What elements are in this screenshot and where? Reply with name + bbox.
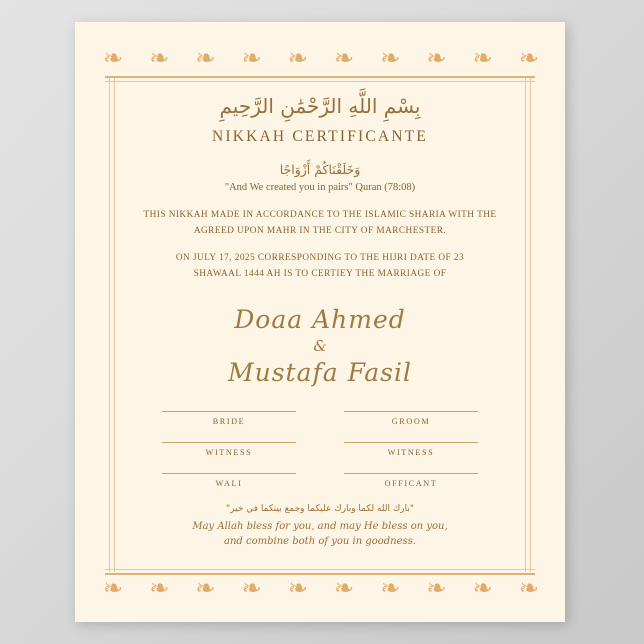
page-title: NIKKAH CERTIFICANTE	[211, 128, 429, 145]
signature-line	[162, 411, 296, 412]
top-rule	[105, 76, 535, 78]
ornament-icon: ❧	[195, 46, 214, 72]
signature-label: WITNESS	[387, 447, 435, 457]
ornament-icon: ❧	[334, 46, 353, 72]
ampersand: &	[313, 337, 327, 356]
bottom-rule-thin	[105, 569, 535, 570]
signature-label: BRIDE	[212, 416, 246, 426]
declaration-paragraph	[141, 207, 499, 240]
declaration-line-2: AGREED UPON MAHR IN THE CITY OF MARCHESTER.	[193, 226, 447, 237]
signature-row	[127, 411, 513, 426]
signature-field-wali[interactable]	[162, 473, 296, 488]
certificate-content	[127, 88, 513, 549]
signature-row	[127, 442, 513, 457]
bottom-ornament-band	[75, 574, 565, 608]
ornament-icon: ❧	[241, 576, 260, 602]
ornament-icon: ❧	[103, 46, 122, 72]
signature-label: GROOM	[391, 416, 431, 426]
signature-line	[162, 473, 296, 474]
signature-line	[344, 411, 478, 412]
ornament-icon: ❧	[241, 46, 260, 72]
signature-label: WITNESS	[205, 447, 253, 457]
top-scroll-row	[103, 44, 537, 74]
ornament-icon: ❧	[426, 576, 445, 602]
signature-line	[344, 442, 478, 443]
top-rule-thin	[105, 81, 535, 82]
ornament-icon: ❧	[149, 46, 168, 72]
ornament-icon: ❧	[380, 576, 399, 602]
bismillah-calligraphy: بِسْمِ اللَّهِ الرَّحْمَٰنِ الرَّحِيمِ	[219, 94, 421, 118]
signature-row	[127, 473, 513, 488]
ornament-icon: ❧	[195, 576, 214, 602]
signature-label: WALI	[215, 478, 243, 488]
ornament-icon: ❧	[380, 46, 399, 72]
ornament-icon: ❧	[287, 46, 306, 72]
dua-arabic: "بارك الله لكما وبارك عليكما وجمع بينكما في خير"	[225, 503, 415, 514]
ornament-icon: ❧	[149, 576, 168, 602]
ornament-icon: ❧	[287, 576, 306, 602]
ornament-icon: ❧	[518, 576, 537, 602]
ornament-icon: ❧	[518, 46, 537, 72]
ayah-arabic: وَخَلَقْنَاكُمْ أَزْوَاجًا	[279, 162, 361, 177]
signature-grid	[127, 411, 513, 488]
dua-english-line-2: and combine both of you in goodness.	[224, 535, 416, 547]
nikkah-certificate-poster	[75, 22, 565, 622]
ornament-icon: ❧	[426, 46, 445, 72]
signature-label: OFFICANT	[384, 478, 438, 488]
signature-line	[162, 442, 296, 443]
top-ornament-band	[75, 44, 565, 78]
left-rule-inner	[114, 78, 115, 572]
date-line-2: SHAWAAL 1444 AH IS TO CERTIEY THE MARRIAGE OF	[193, 268, 447, 279]
left-rule	[109, 78, 110, 572]
groom-name: Mustafa Fasil	[228, 358, 412, 388]
ornament-icon: ❧	[472, 46, 491, 72]
signature-field-groom[interactable]	[344, 411, 478, 426]
bottom-scroll-row	[103, 574, 537, 604]
date-paragraph	[141, 250, 499, 283]
ornament-icon: ❧	[472, 576, 491, 602]
bride-name: Doaa Ahmed	[234, 305, 406, 335]
signature-field-witness-2[interactable]	[344, 442, 478, 457]
right-rule	[530, 78, 531, 572]
ayah-translation: "And We created you in pairs" Quran (78:08)	[224, 182, 416, 193]
signature-field-officant[interactable]	[344, 473, 478, 488]
dua-english-line-1: May Allah bless for you, and may He bless on you,	[192, 520, 448, 532]
date-line-1: ON JULY 17, 2025 CORRESPONDING TO THE HIJRI DATE OF 23	[175, 252, 465, 263]
signature-field-bride[interactable]	[162, 411, 296, 426]
ornament-icon: ❧	[103, 576, 122, 602]
couple-names	[127, 304, 513, 389]
signature-line	[344, 473, 478, 474]
signature-field-witness-1[interactable]	[162, 442, 296, 457]
ornament-icon: ❧	[334, 576, 353, 602]
dua-english	[127, 519, 513, 549]
right-rule-inner	[525, 78, 526, 572]
declaration-line-1: THIS NIKKAH MADE IN ACCORDANCE TO THE ISLAMIC SHARIA WITH THE	[143, 210, 497, 220]
